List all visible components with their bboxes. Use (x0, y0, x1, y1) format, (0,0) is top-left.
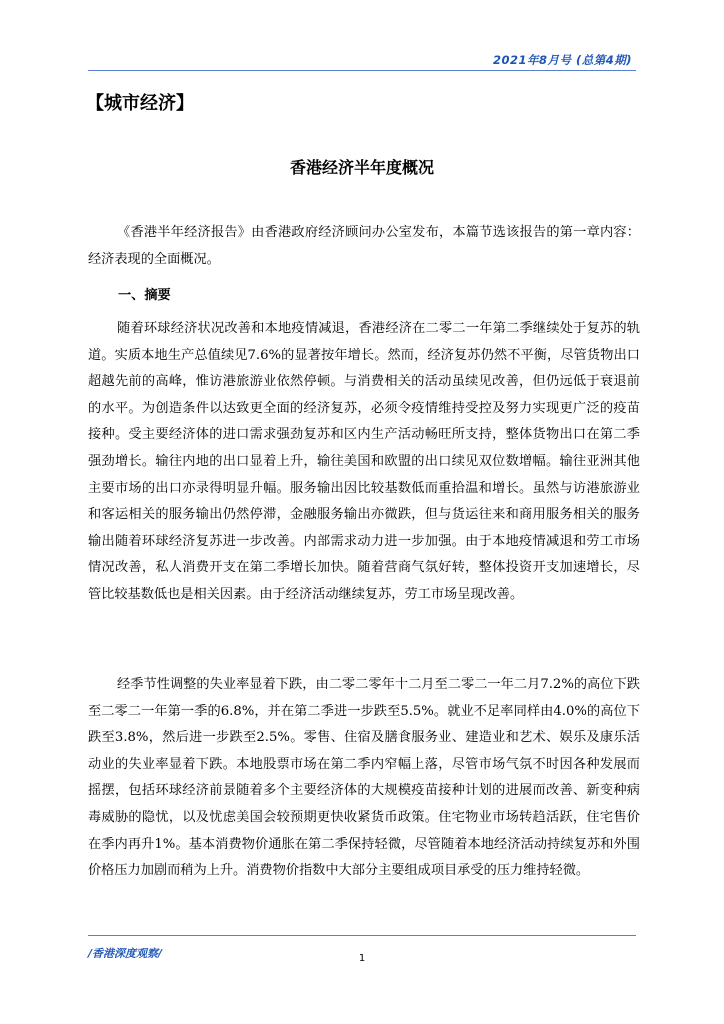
header-divider (88, 70, 636, 71)
article-title: 香港经济半年度概况 (289, 158, 434, 177)
section-tag: 【城市经济】 (86, 93, 194, 114)
summary-heading: 一、摘要 (118, 288, 171, 303)
intro-paragraph: 《香港半年经济报告》由香港政府经济顾问办公室发布，本篇节选该报告的第一章内容：经济表现的全面概况。 (88, 225, 640, 267)
footer-divider (88, 935, 636, 936)
body-paragraph-2: 经季节性调整的失业率显着下跌，由二零二零年十二月至二零二一年二月7.2%的高位下跌至二零二一年第一季的6.8%，并在第二季进一步跌至5.5%。就业不足率同样由4.0%的高位下跌至3.8%，然后进一步跌至2.5%。零售、住宿及膳食服务业、建造业和艺术、娱乐及康乐活动业的失业率显着下跌。本地股票市场在第二季内窄幅上落，尽管市场气氛不时因各种发展而摇摆，包括环球经济前景随着多个主要经济体的大规模疫苗接种计划的进展而改善、新变种病毒威胁的隐忧，以及忧虑美国会较预期更快收紧货币政策。住宅物业市场转趋活跃，住宅售价在季内再升1%。基本消费物价通胀在第二季保持轻微，尽管随着本地经济活动持续复苏和外围价格压力加剧而稍为上升。消费物价指数中大部分主要组成项目承受的压力维持轻微。 (88, 677, 640, 879)
page-number: 1 (358, 953, 366, 964)
body-paragraph-1: 随着环球经济状况改善和本地疫情减退，香港经济在二零二一年第二季继续处于复苏的轨道。实质本地生产总值续见7.6%的显著按年增长。然而，经济复苏仍然不平衡，尽管货物出口超越先前的高峰，惟访港旅游业依然停顿。与消费相关的活动虽续见改善，但仍远低于衰退前的水平。为创造条件以达致更全面的经济复苏，必须令疫情维持受控及努力实现更广泛的疫苗接种。受主要经济体的进口需求强劲复苏和区内生产活动畅旺所支持，整体货物出口在第二季强劲增长。输往内地的出口显着上升，输往美国和欧盟的出口续见双位数增幅。输往亚洲其他主要市场的出口亦录得明显升幅。服务输出因比较基数低而重拾温和增长。虽然与访港旅游业和客运相关的服务输出仍然停滞，金融服务输出亦微跌，但与货运往来和商用服务相关的服务输出随着环球经济复苏进一步改善。内部需求动力进一步加强。由于本地疫情减退和劳工市场情况改善，私人消费开支在第二季增长加快。随着营商气氛好转，整体投资开支加速增长，尽管比较基数低也是相关因素。由于经济活动继续复苏，劳工市场呈现改善。 (88, 321, 640, 602)
issue-label: 2021年8月号 (总第4期) (492, 53, 632, 67)
publication-name: /香港深度观察/ (88, 947, 163, 960)
